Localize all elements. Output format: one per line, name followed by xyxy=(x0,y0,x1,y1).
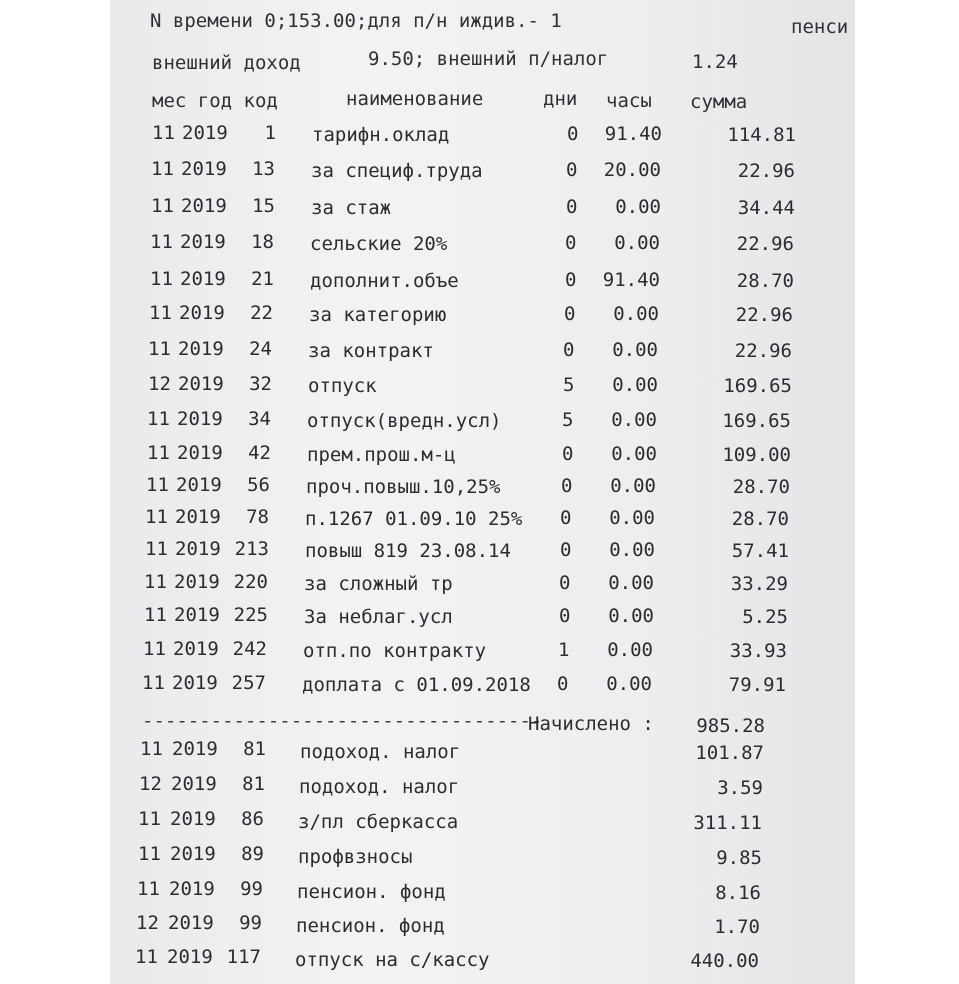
row-code: 242 xyxy=(232,638,267,660)
row-name: подоход. налог xyxy=(300,741,461,763)
row-month: 11 xyxy=(149,302,172,324)
row-name: отп.по контракту xyxy=(303,640,487,662)
row-code: 15 xyxy=(252,195,275,217)
row-name: За неблаг.усл xyxy=(304,606,453,628)
row-sum: 22.96 xyxy=(737,160,795,182)
row-sum: 28.70 xyxy=(736,270,794,292)
row-sum: 8.16 xyxy=(715,882,761,904)
row-days: 0 xyxy=(561,475,573,497)
row-code: 86 xyxy=(241,808,264,830)
row-month: 11 xyxy=(145,538,168,560)
row-year: 2019 xyxy=(174,571,220,593)
column-header-hours: часы xyxy=(606,90,652,112)
row-name: за специф.труда xyxy=(311,160,483,182)
row-month: 12 xyxy=(148,373,171,395)
row-hours: 0.00 xyxy=(611,409,657,431)
row-year: 2019 xyxy=(172,672,218,694)
row-name: п.1267 01.09.10 25% xyxy=(305,508,523,530)
separator-dashes: ----------------------------------- xyxy=(142,710,543,732)
row-name: отпуск xyxy=(308,375,377,397)
row-code: 42 xyxy=(248,442,271,464)
row-year: 2019 xyxy=(178,373,224,395)
row-sum: 33.93 xyxy=(729,640,787,662)
header-pension-cut: пенси xyxy=(791,16,849,38)
row-year: 2019 xyxy=(171,773,217,795)
row-code: 24 xyxy=(249,338,272,360)
row-month: 11 xyxy=(145,506,168,528)
column-header-name: наименование xyxy=(346,88,484,110)
row-sum: 22.96 xyxy=(734,340,792,362)
row-sum: 22.96 xyxy=(735,304,793,326)
row-name: за стаж xyxy=(311,197,392,219)
header-external-tax-value: 1.24 xyxy=(692,51,738,73)
row-name: профвзносы xyxy=(298,846,413,868)
row-sum: 3.59 xyxy=(717,777,763,799)
row-code: 78 xyxy=(246,506,269,528)
row-code: 34 xyxy=(248,408,271,430)
row-name: проч.повыш.10,25% xyxy=(306,476,501,498)
row-days: 0 xyxy=(563,339,575,361)
row-year: 2019 xyxy=(181,158,227,180)
row-hours: 0.00 xyxy=(608,605,654,627)
row-month: 11 xyxy=(144,604,167,626)
row-days: 0 xyxy=(562,443,574,465)
row-hours: 0.00 xyxy=(611,443,657,465)
row-sum: 101.87 xyxy=(695,742,764,764)
row-year: 2019 xyxy=(170,843,216,865)
row-month: 11 xyxy=(137,878,160,900)
row-year: 2019 xyxy=(177,408,223,430)
row-days: 0 xyxy=(560,539,572,561)
row-name: пенсион. фонд xyxy=(297,881,446,903)
row-days: 0 xyxy=(560,507,572,529)
row-name: отпуск(вредн.усл) xyxy=(307,410,502,432)
row-hours: 0.00 xyxy=(610,475,656,497)
row-month: 11 xyxy=(147,442,170,464)
total-accrued-label: Начислено : xyxy=(528,713,654,735)
row-year: 2019 xyxy=(169,878,215,900)
row-days: 0 xyxy=(564,303,576,325)
row-hours: 0.00 xyxy=(608,572,654,594)
row-sum: 33.29 xyxy=(730,573,788,595)
row-sum: 9.85 xyxy=(716,847,762,869)
row-name: отпуск на с/кассу xyxy=(295,949,490,971)
row-sum: 57.41 xyxy=(731,540,789,562)
row-days: 0 xyxy=(559,572,571,594)
row-hours: 0.00 xyxy=(612,374,658,396)
row-sum: 79.91 xyxy=(728,674,786,696)
row-name: тарифн.оклад xyxy=(312,124,450,146)
row-days: 0 xyxy=(565,269,577,291)
row-month: 11 xyxy=(151,195,174,217)
row-hours: 0.00 xyxy=(613,303,659,325)
row-name: за сложный тр xyxy=(304,573,453,595)
row-month: 12 xyxy=(136,912,159,934)
row-sum: 28.70 xyxy=(732,476,790,498)
row-days: 0 xyxy=(565,232,577,254)
row-month: 11 xyxy=(152,122,175,144)
column-header-sum: сумма xyxy=(690,91,748,113)
row-code: 13 xyxy=(252,158,275,180)
payslip-paper xyxy=(110,0,855,984)
row-year: 2019 xyxy=(174,604,220,626)
row-code: 32 xyxy=(249,373,272,395)
row-hours: 0.00 xyxy=(606,673,652,695)
row-year: 2019 xyxy=(181,195,227,217)
row-days: 0 xyxy=(557,673,569,695)
row-code: 56 xyxy=(247,474,270,496)
row-hours: 0.00 xyxy=(609,539,655,561)
row-month: 11 xyxy=(148,338,171,360)
row-year: 2019 xyxy=(173,638,219,660)
row-name: подоход. налог xyxy=(299,776,460,798)
row-hours: 0.00 xyxy=(614,232,660,254)
row-hours: 0.00 xyxy=(615,196,661,218)
row-code: 1 xyxy=(264,122,276,144)
total-accrued-value: 985.28 xyxy=(696,715,765,737)
header-line-1: N времени 0;153.00;для п/н иждив.- 1 xyxy=(150,10,562,32)
row-month: 11 xyxy=(150,268,173,290)
row-days: 0 xyxy=(567,123,579,145)
row-month: 12 xyxy=(139,773,162,795)
row-code: 18 xyxy=(251,231,274,253)
row-month: 11 xyxy=(147,408,170,430)
row-code: 257 xyxy=(231,672,266,694)
row-hours: 0.00 xyxy=(609,507,655,529)
row-hours: 20.00 xyxy=(603,159,661,181)
row-year: 2019 xyxy=(168,912,214,934)
row-sum: 440.00 xyxy=(690,950,759,972)
row-days: 5 xyxy=(562,409,574,431)
row-sum: 34.44 xyxy=(737,197,795,219)
row-name: за категорию xyxy=(309,304,447,326)
row-name: сельские 20% xyxy=(310,233,448,255)
row-sum: 114.81 xyxy=(727,124,796,146)
row-days: 0 xyxy=(566,159,578,181)
row-year: 2019 xyxy=(167,946,213,968)
row-days: 0 xyxy=(559,605,571,627)
row-sum: 169.65 xyxy=(722,410,791,432)
row-name: пенсион. фонд xyxy=(296,915,445,937)
row-month: 11 xyxy=(151,158,174,180)
row-year: 2019 xyxy=(177,442,223,464)
row-name: прем.прош.м-ц xyxy=(307,444,456,466)
row-name: за контракт xyxy=(308,340,434,362)
row-code: 117 xyxy=(226,946,261,968)
row-code: 220 xyxy=(233,571,268,593)
row-name: з/пл сберкасса xyxy=(298,811,459,833)
row-days: 1 xyxy=(558,639,570,661)
row-month: 11 xyxy=(140,738,163,760)
row-month: 11 xyxy=(135,946,158,968)
row-month: 11 xyxy=(138,843,161,865)
row-month: 11 xyxy=(146,474,169,496)
row-code: 21 xyxy=(251,268,274,290)
row-code: 22 xyxy=(250,302,273,324)
row-year: 2019 xyxy=(180,231,226,253)
row-year: 2019 xyxy=(182,122,228,144)
row-month: 11 xyxy=(138,808,161,830)
row-year: 2019 xyxy=(176,474,222,496)
row-year: 2019 xyxy=(170,808,216,830)
row-year: 2019 xyxy=(175,506,221,528)
row-sum: 1.70 xyxy=(714,916,760,938)
row-name: повыш 819 23.08.14 xyxy=(305,540,511,562)
row-name: дополнит.объе xyxy=(310,270,459,292)
row-code: 213 xyxy=(234,538,269,560)
row-hours: 91.40 xyxy=(604,123,662,145)
row-name: доплата с 01.09.2018 xyxy=(302,674,531,696)
row-sum: 22.96 xyxy=(736,233,794,255)
row-days: 0 xyxy=(566,196,578,218)
row-sum: 5.25 xyxy=(742,606,788,628)
row-code: 81 xyxy=(243,738,266,760)
row-code: 99 xyxy=(239,912,262,934)
row-days: 5 xyxy=(563,374,575,396)
row-month: 11 xyxy=(142,672,165,694)
row-sum: 169.65 xyxy=(723,375,792,397)
row-year: 2019 xyxy=(175,538,221,560)
row-sum: 28.70 xyxy=(731,508,789,530)
row-code: 81 xyxy=(242,773,265,795)
row-month: 11 xyxy=(143,638,166,660)
column-header-days: дни xyxy=(543,88,578,110)
row-code: 99 xyxy=(240,878,263,900)
row-year: 2019 xyxy=(172,738,218,760)
row-code: 225 xyxy=(233,604,268,626)
row-code: 89 xyxy=(241,843,264,865)
row-hours: 0.00 xyxy=(607,639,653,661)
row-hours: 0.00 xyxy=(612,339,658,361)
row-year: 2019 xyxy=(178,338,224,360)
row-sum: 311.11 xyxy=(693,812,762,834)
column-header-period-code: мес год код xyxy=(152,90,278,112)
row-year: 2019 xyxy=(179,302,225,324)
header-external-income-label: внешний доход xyxy=(152,52,301,74)
row-hours: 91.40 xyxy=(602,269,660,291)
row-month: 11 xyxy=(144,571,167,593)
row-month: 11 xyxy=(150,231,173,253)
row-year: 2019 xyxy=(180,268,226,290)
header-external-income-values: 9.50; внешний п/налог xyxy=(368,48,609,70)
row-sum: 109.00 xyxy=(722,444,791,466)
